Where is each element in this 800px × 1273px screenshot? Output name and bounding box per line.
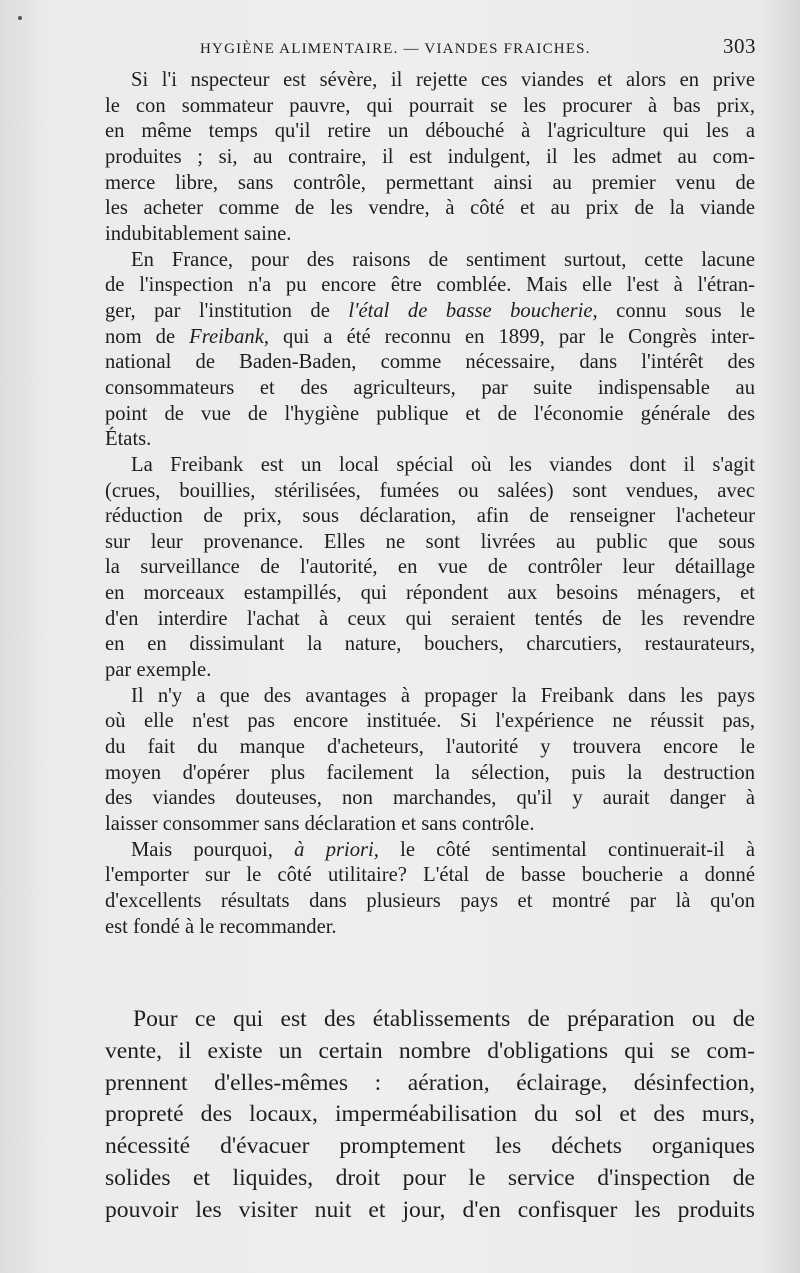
paragraph-establishments [105, 1004, 755, 1227]
paragraph-france [105, 248, 755, 453]
paragraph-advantages [105, 684, 755, 838]
text-line: propreté des locaux, imperméabilisation du sol et des murs, [105, 1101, 755, 1128]
text-line: laisser consommer sans déclaration et sans contrôle. [105, 813, 535, 836]
text-line: national de Baden-Baden, comme nécessaire, dans l'intérêt des [105, 351, 755, 374]
text-line: d'en interdire l'achat à ceux qui seraient tentés de les revendre [105, 607, 755, 630]
text-line: par exemple. [105, 659, 212, 682]
italic-term: l'étal de basse boucherie, [348, 299, 598, 322]
large-text-section [105, 1004, 755, 1227]
text-line: point de vue de l'hygiène publique et de l'économie générale des [105, 402, 755, 425]
running-title: HYGIÈNE ALIMENTAIRE. — VIANDES FRAICHES. [200, 41, 591, 57]
page-number: 303 [723, 34, 756, 58]
text-line: d'excellents résultats dans plusieurs pays et montré par là qu'on [105, 890, 755, 912]
paragraph-inspector [105, 68, 755, 248]
text-line: sur leur provenance. Elles ne sont livrées au public que sous [105, 530, 755, 553]
text-line: de l'inspection n'a pu encore être comblée. Mais elle l'est à l'étran- [105, 274, 755, 297]
text-line: Pour ce qui est des établissements de préparation ou de [133, 1006, 755, 1032]
text-line: des viandes douteuses, non marchandes, qu'il y aurait danger à [105, 787, 755, 810]
text-line: l'emporter sur le côté utilitaire? L'étal de basse boucherie a donné [105, 864, 755, 887]
text-line: en en dissimulant la nature, bouchers, charcutiers, restaurateurs, [105, 633, 755, 656]
text-line: indubitablement saine. [105, 222, 292, 245]
text-line: est fondé à le recommander. [105, 915, 337, 938]
text-line: nécessité d'évacuer promptement les déchets organiques [105, 1133, 755, 1160]
text-line: solides et liquides, droit pour le service d'inspection de [105, 1164, 755, 1191]
text-line: Mais pourquoi, à priori, le côté sentimental continuerait-il à [131, 838, 755, 861]
paragraph-a-priori [105, 838, 755, 941]
text-line: En France, pour des raisons de sentiment surtout, cette lacune [131, 248, 755, 271]
text-line: Il n'y a que des avantages à propager la Freibank dans les pays [131, 684, 755, 707]
text-line: nom de Freibank, qui a été reconnu en 1899, par le Congrès inter- [105, 325, 755, 348]
page-header [200, 34, 756, 59]
text-line: ger, par l'institution de l'étal de basse boucherie, connu sous le [105, 299, 755, 322]
text-line: en même temps qu'il retire un débouché à l'agriculture qui les a [105, 120, 755, 143]
text-line: (crues, bouillies, stérilisées, fumées ou salées) sont vendues, avec [105, 479, 755, 502]
text-line: la surveillance de l'autorité, en vue de contrôler leur détaillage [105, 556, 755, 579]
text-line: La Freibank est un local spécial où les viandes dont il s'agit [131, 453, 755, 476]
text-line: le con sommateur pauvre, qui pourrait se les procurer à bas prix, [105, 94, 755, 117]
print-speck [18, 16, 22, 20]
text-line: produites ; si, au contraire, il est indulgent, il les admet au com- [105, 145, 755, 168]
text-line: en morceaux estampillés, qui répondent aux besoins ménagers, et [105, 582, 755, 605]
italic-term: Freibank, [189, 325, 270, 348]
main-text-section [105, 68, 755, 940]
text-line: vente, il existe un certain nombre d'obligations qui se com- [105, 1037, 755, 1064]
text-line: merce libre, sans contrôle, permettant ainsi au premier venu de [105, 171, 755, 194]
text-line: consommateurs et des agriculteurs, par suite indispensable au [105, 376, 755, 399]
text-line: Si l'i nspecteur est sévère, il rejette ces viandes et alors en prive [131, 69, 755, 91]
text-line: prennent d'elles-mêmes : aération, éclairage, désinfection, [105, 1069, 755, 1096]
italic-term: à priori, [294, 838, 379, 861]
text-line: les acheter comme de les vendre, à côté et au prix de la viande [105, 197, 755, 220]
text-line: du fait du manque d'acheteurs, l'autorité y trouvera encore le [105, 736, 755, 759]
text-line: où elle n'est pas encore instituée. Si l'expérience ne réussit pas, [105, 710, 755, 733]
text-line: pouvoir les visiter nuit et jour, d'en confisquer les produits [105, 1196, 755, 1223]
paragraph-freibank [105, 453, 755, 684]
text-line: réduction de prix, sous déclaration, afin de renseigner l'acheteur [105, 505, 755, 528]
text-line: moyen d'opérer plus facilement la sélection, puis la destruction [105, 761, 755, 784]
text-line: États. [105, 428, 152, 451]
